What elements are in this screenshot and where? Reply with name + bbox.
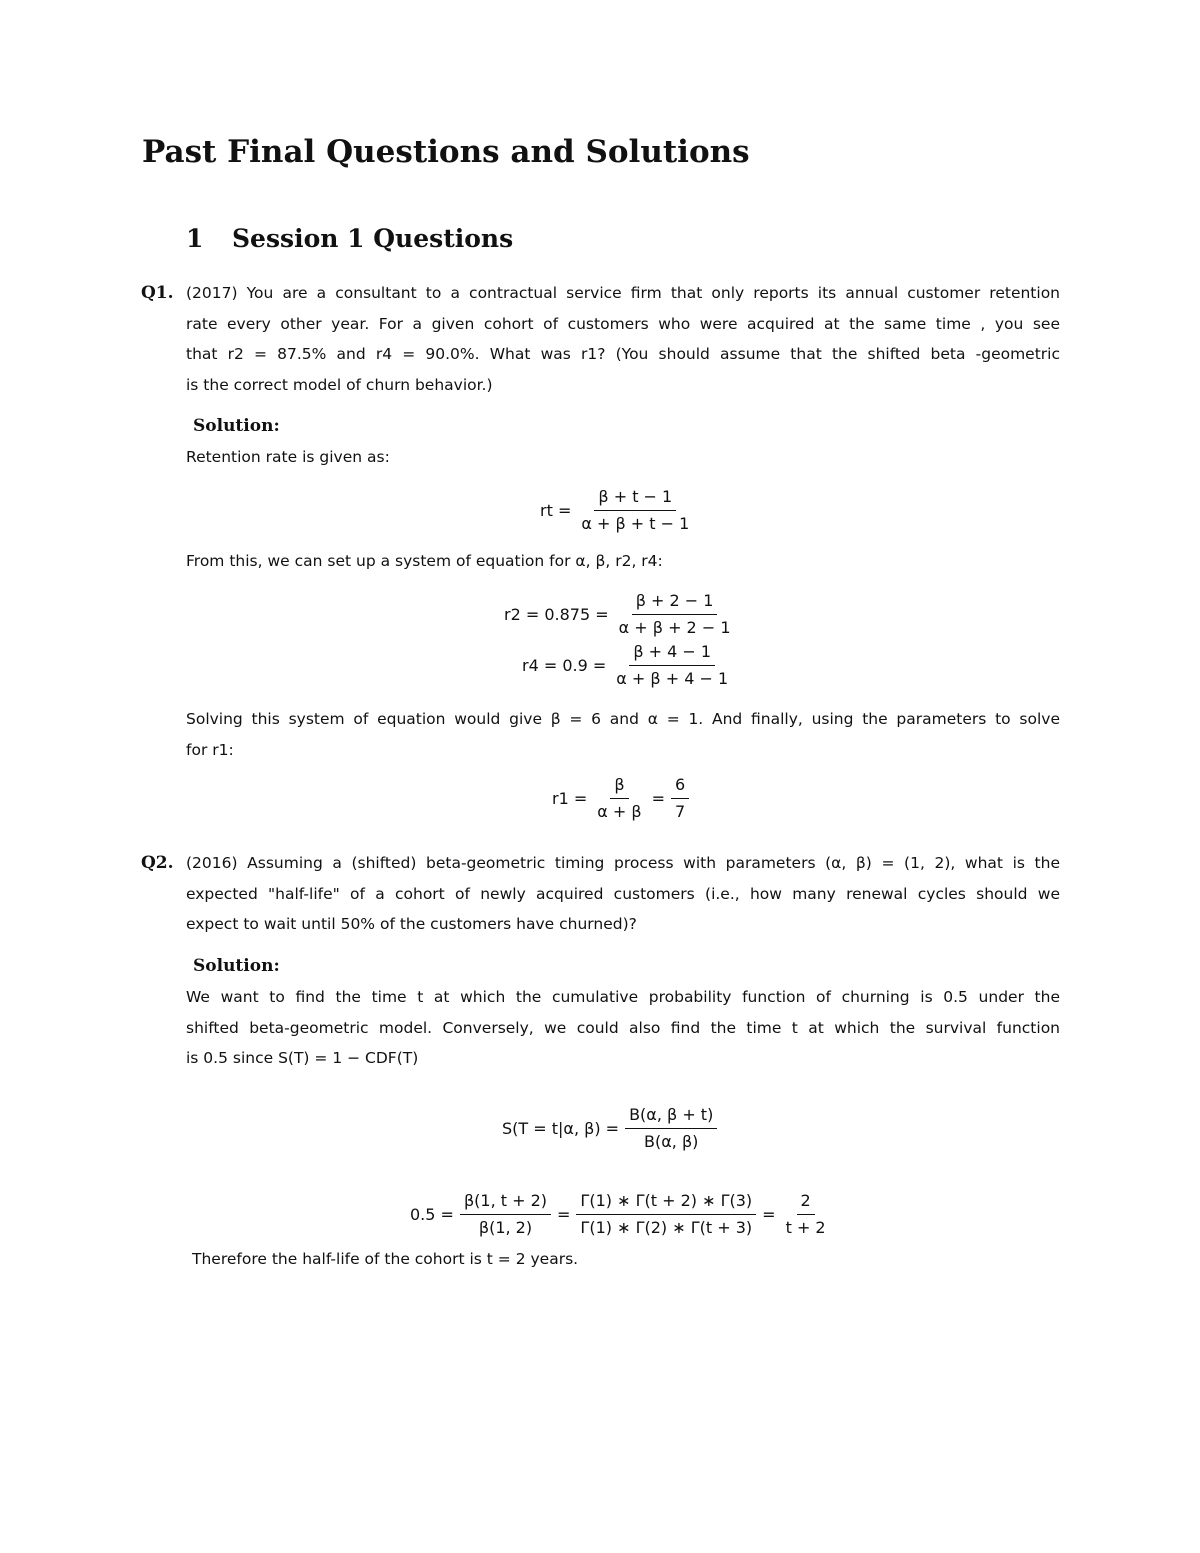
q1-line-4: is the correct model of churn behavior.) [186,375,493,394]
eq-r2-fraction [615,590,735,639]
q2-solution-label: Solution: [193,956,280,976]
eq-r1-denominator-2: 7 [675,802,686,821]
q2-question [186,848,1060,940]
eq-r2-numerator: β + 2 − 1 [632,590,718,615]
eq-r1-equals: = [651,789,665,808]
eq-r1-fraction-2 [671,774,689,823]
eq-half-denominator-2: Γ(1) ∗ Γ(2) ∗ Γ(t + 3) [580,1218,753,1237]
q1-solve-line-1: Solving this system of equation would give β = 6 and α = 1. And finally, using the parameters to solve [186,710,1060,728]
q2-label: Q2. [141,853,174,873]
eq-r4-numerator: β + 4 − 1 [629,641,715,666]
eq-half-numerator-2: Γ(1) ∗ Γ(t + 2) ∗ Γ(3) [576,1190,756,1215]
q1-equation-r1 [552,774,695,823]
q2-explanation [186,982,1060,1074]
q2-line-1: (2016) Assuming a (shifted) beta-geometric timing process with parameters (α, β) = (1, 2), what is the [186,854,1060,872]
q1-retention-intro: Retention rate is given as: [186,448,390,466]
eq-r4-lhs: r4 = 0.9 = [522,656,607,675]
eq-r4-fraction [612,641,732,690]
eq-r2-lhs: r2 = 0.875 = [504,605,609,624]
section-number: 1 [186,224,204,253]
eq-half-denominator-1: β(1, 2) [478,1218,533,1237]
page-title: Past Final Questions and Solutions [142,134,750,170]
q1-equation-r4 [522,641,738,690]
q1-solve-text [186,704,1060,765]
q1-label: Q1. [141,283,174,303]
eq-r4-denominator: α + β + 4 − 1 [616,669,729,688]
eq-r2-denominator: α + β + 2 − 1 [618,618,731,637]
section-label: Session 1 Questions [232,224,514,253]
eq-half-fraction-1 [460,1190,551,1239]
eq-survival-numerator: B(α, β + t) [625,1104,717,1129]
q2-line-3: expect to wait until 50% of the customers have churned)? [186,915,637,933]
q1-line-2: rate every other year. For a given cohort of customers who were acquired at the same time , you see [186,314,1060,333]
q1-line-3: that r2 = 87.5% and r4 = 90.0%. What was r1? (You should assume that the shifted beta -geometric [186,345,1060,363]
q1-line-1: (2017) You are a consultant to a contractual service firm that only reports its annual customer retention [186,284,1060,302]
eq-survival-denominator: B(α, β) [644,1132,699,1151]
eq-r1-numerator-2: 6 [671,774,689,799]
eq-survival-fraction [625,1104,717,1153]
eq-r1-numerator-1: β [610,774,628,799]
q1-question [186,278,1060,400]
eq-half-equals-2: = [762,1205,776,1224]
eq-half-lhs: 0.5 = [410,1205,454,1224]
eq-half-numerator-3: 2 [797,1190,815,1215]
eq-rt-lhs: rt = [540,501,572,520]
q2-equation-half-life [410,1190,836,1239]
q1-system-intro: From this, we can set up a system of equation for α, β, r2, r4: [186,552,663,570]
q1-equation-rt [540,486,699,535]
q2-conclusion: Therefore the half-life of the cohort is t = 2 years. [192,1250,579,1268]
eq-rt-fraction [577,486,693,535]
eq-r1-denominator-1: α + β [597,802,642,821]
eq-half-fraction-2 [576,1190,756,1239]
eq-half-fraction-3 [782,1190,830,1239]
eq-survival-lhs: S(T = t|α, β) = [502,1119,620,1138]
eq-r1-lhs: r1 = [552,789,588,808]
eq-rt-denominator: α + β + t − 1 [581,514,690,533]
section-heading [186,224,513,253]
eq-half-numerator-1: β(1, t + 2) [460,1190,551,1215]
eq-half-equals-1: = [557,1205,571,1224]
eq-half-denominator-3: t + 2 [785,1218,826,1237]
eq-r1-fraction-1 [593,774,645,823]
q1-solve-line-2: for r1: [186,740,234,759]
q2-explain-line-1: We want to find the time t at which the cumulative probability function of churning is 0.5 under the [186,988,1060,1006]
q2-explain-line-2: shifted beta-geometric model. Conversely, we could also find the time t at which the survival function [186,1018,1060,1037]
q1-solution-label: Solution: [193,416,280,436]
q2-line-2: expected "half-life" of a cohort of newly acquired customers (i.e., how many renewal cycles should we [186,884,1060,903]
eq-rt-numerator: β + t − 1 [594,486,676,511]
q2-explain-line-3: is 0.5 since S(T) = 1 − CDF(T) [186,1049,419,1067]
q2-equation-survival [502,1104,723,1153]
q1-equation-r2 [504,590,741,639]
